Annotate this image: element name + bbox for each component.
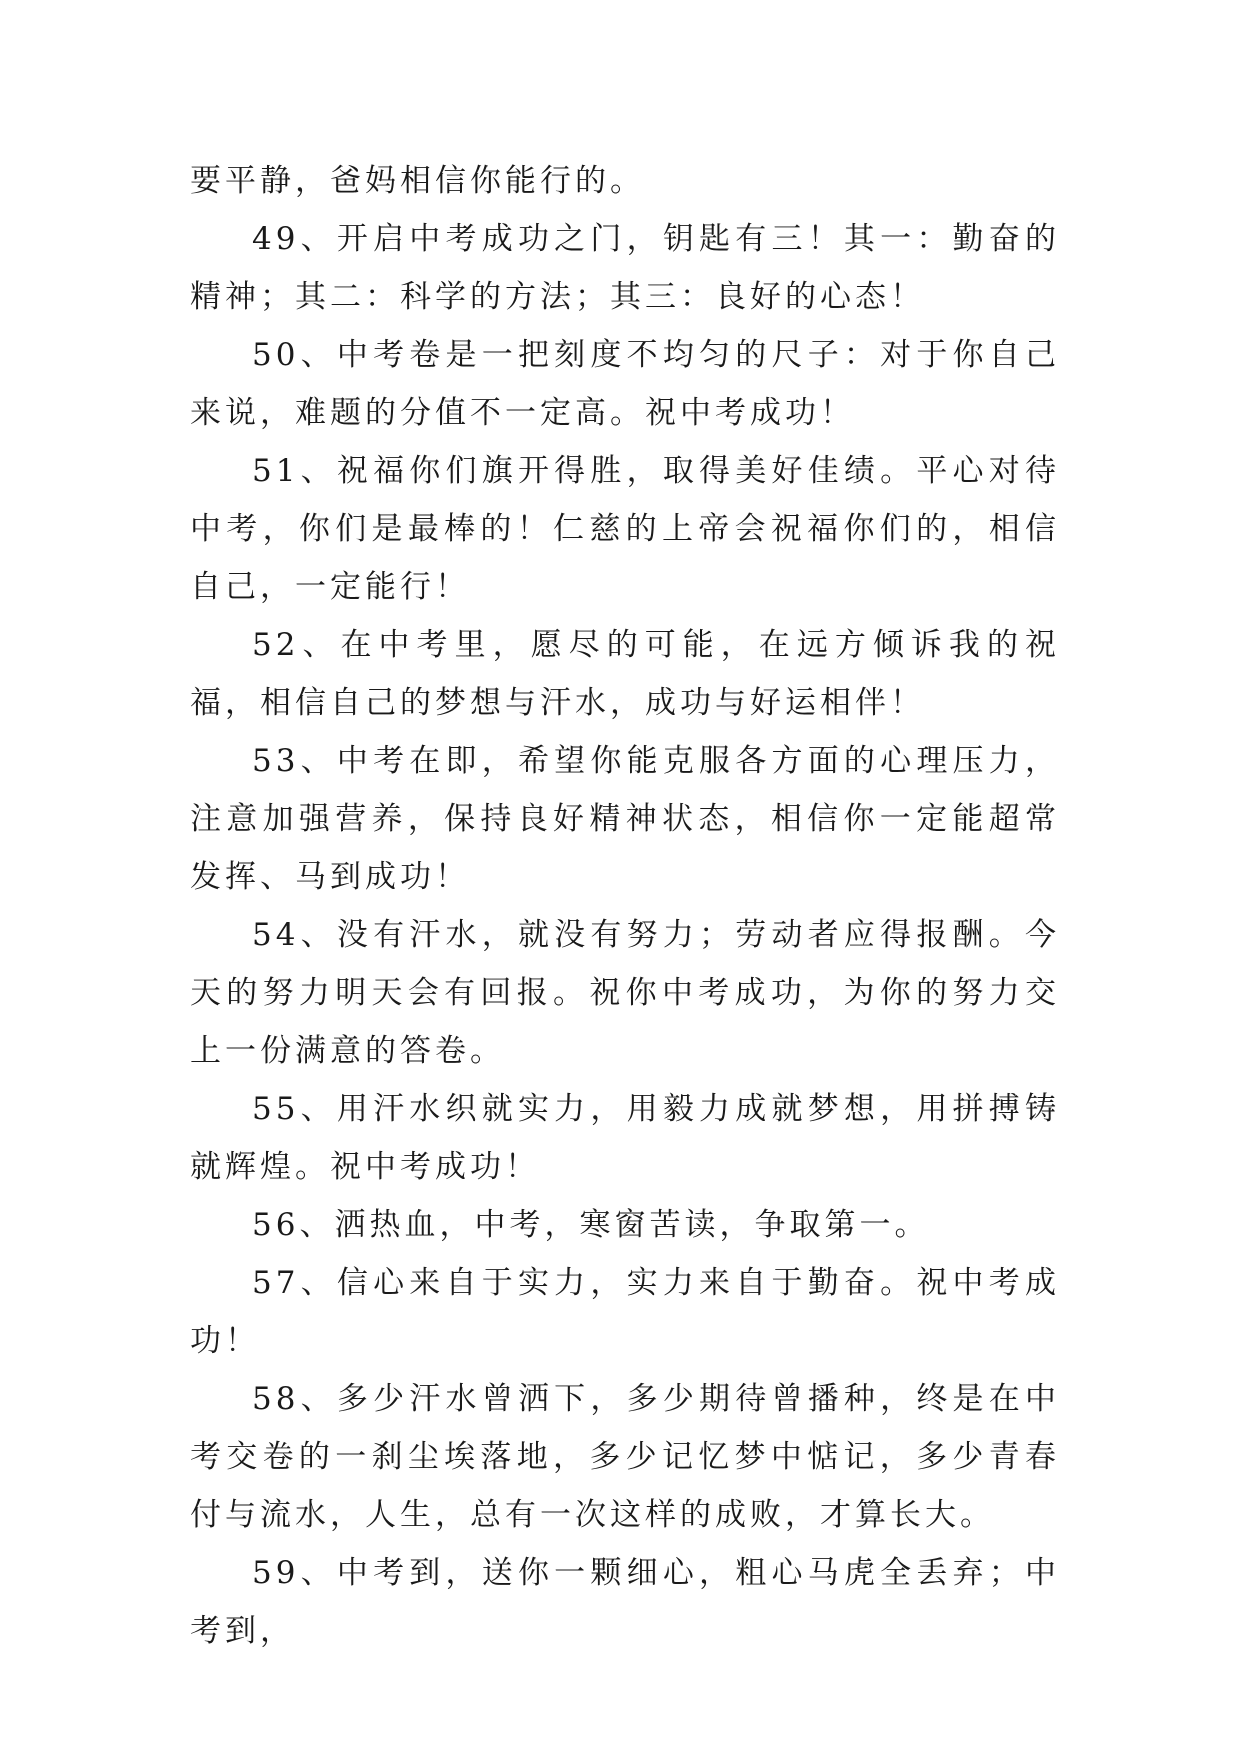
paragraph-55: 55、用汗水织就实力，用毅力成就梦想，用拼搏铸就辉煌。祝中考成功！: [190, 1091, 1060, 1185]
paragraph-57: 57、信心来自于实力，实力来自于勤奋。祝中考成功！: [190, 1265, 1060, 1359]
paragraph-56: 56、洒热血，中考，寒窗苦读，争取第一。: [252, 1207, 930, 1243]
paragraph-51: 51、祝福你们旗开得胜，取得美好佳绩。平心对待中考，你们是最棒的！仁慈的上帝会祝福你们的，相信自己，一定能行！: [190, 453, 1060, 605]
paragraph-52: 52、在中考里，愿尽的可能，在远方倾诉我的祝福，相信自己的梦想与汗水，成功与好运相伴！: [190, 627, 1060, 721]
paragraph-49: 49、开启中考成功之门，钥匙有三！其一：勤奋的精神；其二：科学的方法；其三：良好的心态！: [190, 221, 1060, 315]
paragraph-59: 59、中考到，送你一颗细心，粗心马虎全丢弃；中考到，: [190, 1555, 1060, 1649]
paragraph-53: 53、中考在即，希望你能克服各方面的心理压力，注意加强营养，保持良好精神状态，相信你一定能超常发挥、马到成功！: [190, 743, 1060, 895]
paragraph-continuation: 要平静，爸妈相信你能行的。: [190, 163, 645, 199]
paragraph-50: 50、中考卷是一把刻度不均匀的尺子：对于你自己来说，难题的分值不一定高。祝中考成功！: [190, 337, 1060, 431]
paragraph-58: 58、多少汗水曾洒下，多少期待曾播种，终是在中考交卷的一刹尘埃落地，多少记忆梦中惦记，多少青春付与流水，人生，总有一次这样的成败，才算长大。: [190, 1381, 1060, 1533]
paragraph-54: 54、没有汗水，就没有努力；劳动者应得报酬。今天的努力明天会有回报。祝你中考成功，为你的努力交上一份满意的答卷。: [190, 917, 1060, 1069]
document-body: [190, 152, 1060, 1660]
